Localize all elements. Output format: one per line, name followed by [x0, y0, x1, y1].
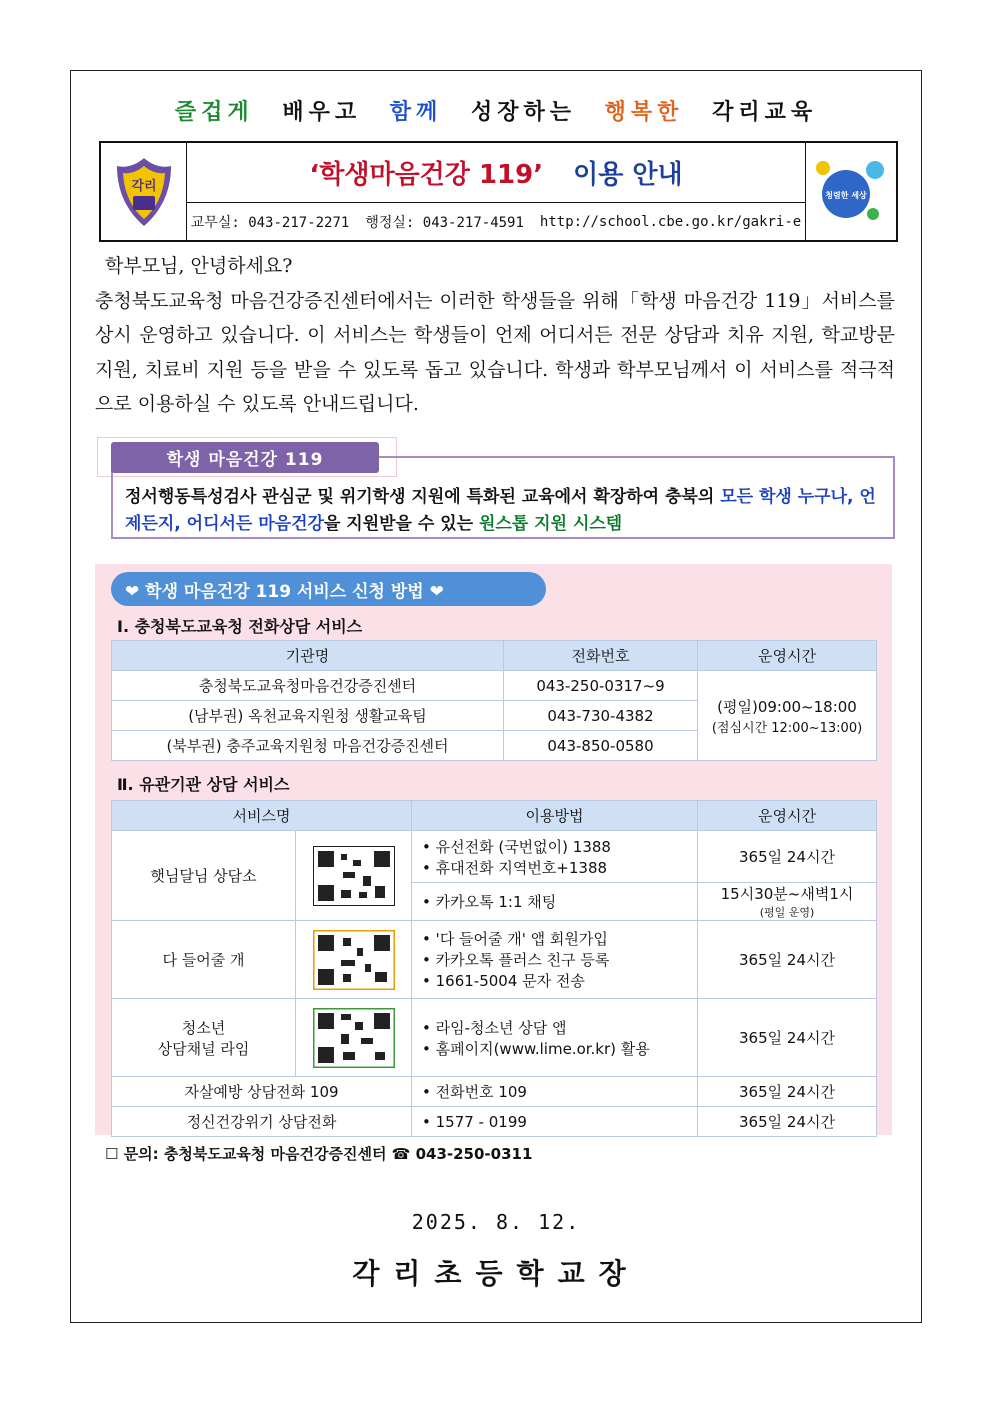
table-row — [112, 921, 877, 999]
r2-method-3: • 1661-5004 문자 전송 — [422, 972, 585, 990]
t1-phone: 043-850-0580 — [504, 731, 698, 761]
school-emblem-icon — [113, 156, 175, 228]
t1-phone: 043-250-0317~9 — [504, 671, 698, 701]
r3-qr-cell — [296, 999, 412, 1077]
r1-method-2: • 휴대전화 지역번호+1388 — [422, 858, 608, 877]
motto-part: 즐겁게 — [174, 100, 254, 125]
motto-part: 함께 — [389, 100, 443, 125]
integrity-logo — [805, 143, 896, 240]
r1-hours-2 — [698, 883, 877, 921]
t1-name: 충청북도교육청마음건강증진센터 — [112, 671, 504, 701]
t1-hours-main: (평일)09:00~18:00 — [717, 697, 857, 716]
title-quote: ‘학생마음건강 119’ — [309, 160, 544, 190]
r1-methods — [412, 831, 698, 883]
admin-phone: 행정실: 043-217-4591 — [365, 214, 524, 231]
t1-header-name: 기관명 — [112, 641, 504, 671]
integrity-logo-icon — [813, 154, 889, 230]
contact-line — [187, 203, 805, 240]
r3-name — [112, 999, 296, 1077]
title-rest: 이용 안내 — [573, 160, 683, 190]
r3-method-1: • 라임-청소년 상담 앱 — [422, 1018, 567, 1037]
r3-name-2: 상담채널 라임 — [157, 1039, 250, 1058]
document-frame — [70, 70, 922, 1323]
r3-name-1: 청소년 — [181, 1018, 226, 1037]
info-text-d: 원스톱 지원 시스템 — [479, 514, 623, 534]
r3-method-2: • 홈페이지(www.lime.or.kr) 활용 — [422, 1039, 650, 1058]
table-row — [112, 999, 877, 1077]
motto-part: 각리교육 — [712, 100, 818, 125]
office-phone: 교무실: 043-217-2271 — [190, 214, 350, 231]
t2-header-hours: 운영시간 — [698, 801, 877, 831]
section1-heading: Ⅰ. 충청북도교육청 전화상담 서비스 — [117, 617, 363, 636]
t1-header-hours: 운영시간 — [698, 641, 877, 671]
logo-text: 각리 — [130, 178, 157, 194]
motto-part: 행복한 — [604, 100, 684, 125]
qr-code-icon[interactable] — [313, 846, 395, 906]
t1-phone: 043-730-4382 — [504, 701, 698, 731]
info-text-a: 정서행동특성검사 관심군 및 위기학생 지원에 특화된 교육에서 확장하여 충북의 — [125, 487, 721, 507]
r4-hours: 365일 24시간 — [698, 1077, 877, 1107]
related-service-table — [111, 800, 877, 1137]
t1-hours — [698, 671, 877, 761]
header-box — [99, 141, 898, 242]
motto-part: 성장하는 — [470, 100, 576, 125]
r1-hours-2-main: 15시30분~새벽1시 — [720, 885, 854, 903]
r3-hours: 365일 24시간 — [698, 999, 877, 1077]
info-tag: 학생 마음건강 119 — [111, 442, 379, 473]
integrity-logo-text: 청렴한 세상 — [825, 190, 867, 200]
section2-heading: Ⅱ. 유관기관 상담 서비스 — [117, 775, 290, 794]
table-row — [112, 831, 877, 883]
letter-date: 2025. 8. 12. — [411, 1210, 581, 1234]
r5-hours: 365일 24시간 — [698, 1107, 877, 1137]
t1-name: (남부권) 옥천교육지원청 생활교육팀 — [112, 701, 504, 731]
r1-name: 햇님달님 상담소 — [112, 831, 296, 921]
greeting: 학부모님, 안녕하세요? — [105, 255, 293, 277]
r2-method-1: • '다 들어줄 개' 앱 회원가입 — [422, 930, 608, 948]
t1-header-phone: 전화번호 — [504, 641, 698, 671]
motto-part: 배우고 — [282, 100, 362, 125]
r1-hours-1: 365일 24시간 — [698, 831, 877, 883]
r1-method-3: • 카카오톡 1:1 채팅 — [412, 883, 698, 921]
service-pill: ❤ 학생 마음건강 119 서비스 신청 방법 ❤ — [111, 572, 546, 606]
letter-body — [95, 249, 895, 422]
phone-service-table — [111, 640, 877, 761]
letter-paragraph: 충청북도교육청 마음건강증진센터에서는 이러한 학생들을 위해「학생 마음건강 119」서비스를 상시 운영하고 있습니다. 이 서비스는 학생들이 언제 어디서든 전문 상담과 치유 지원, 학교방문 지원, 치료비 지원 등을 받을 수 있도록 돕고 있습니다. 학생과 학부모님께서 이 서비스를 적극적으로 이용하실 수 있도록 안내드립니다. — [95, 289, 895, 415]
t1-name: (북부권) 충주교육지원청 마음건강증진센터 — [112, 731, 504, 761]
qr-code-icon[interactable] — [313, 1008, 395, 1068]
info-text-c: 을 지원받을 수 있는 — [323, 514, 479, 534]
r2-qr-cell — [296, 921, 412, 999]
t2-header-name: 서비스명 — [112, 801, 412, 831]
r1-qr-cell — [296, 831, 412, 921]
r2-method-2: • 카카오톡 플러스 친구 등록 — [422, 951, 610, 969]
service-panel — [95, 564, 892, 1135]
r5-name: 정신건강위기 상담전화 — [112, 1107, 412, 1137]
table-row — [112, 1107, 877, 1137]
qr-code-icon[interactable] — [313, 930, 395, 990]
r5-method: • 1577 - 0199 — [412, 1107, 698, 1137]
r4-name: 자살예방 상담전화 109 — [112, 1077, 412, 1107]
info-text-b: 모든 학생 누구나, 언제든지, 어디서든 마음건강 — [125, 487, 876, 534]
table-row — [112, 671, 877, 701]
r2-hours: 365일 24시간 — [698, 921, 877, 999]
t1-hours-lunch: (점심시간 12:00~13:00) — [711, 720, 863, 736]
table-row — [112, 1077, 877, 1107]
inquiry-note: ☐ 문의: 충청북도교육청 마음건강증진센터 ☎ 043-250-0311 — [105, 1145, 533, 1163]
school-url[interactable]: http://school.cbe.go.kr/gakri-e — [539, 213, 802, 230]
school-motto — [71, 95, 921, 126]
principal-signature: 각리초등학교장 — [352, 1257, 640, 1290]
page-title — [187, 143, 805, 203]
school-logo — [101, 143, 187, 240]
r3-methods — [412, 999, 698, 1077]
r2-methods — [412, 921, 698, 999]
t2-header-method: 이용방법 — [412, 801, 698, 831]
r1-method-1: • 유선전화 (국번없이) 1388 — [422, 837, 611, 856]
r2-name: 다 들어줄 개 — [112, 921, 296, 999]
r4-method: • 전화번호 109 — [412, 1077, 698, 1107]
r1-hours-2-note: (평일 운영) — [759, 906, 815, 919]
